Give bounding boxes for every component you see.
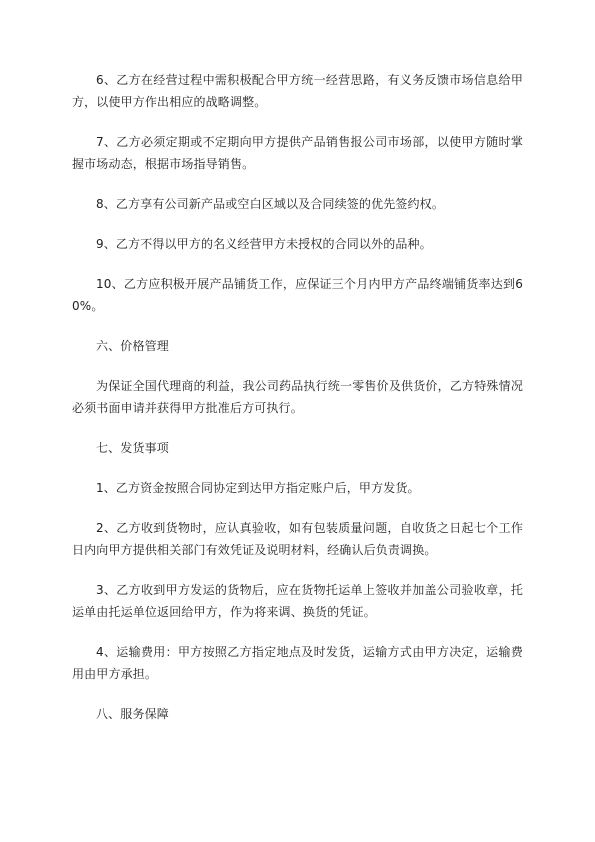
shipping-clause-3: 3、乙方收到甲方发运的货物后，应在货物托运单上签收并加盖公司验收章，托运单由托运单位返回给甲方，作为将来调、换货的凭证。: [72, 583, 523, 619]
clause-8: 8、乙方享有公司新产品或空白区域以及合同续签的优先签约权。: [96, 197, 444, 211]
section-heading-service: 八、服务保障: [96, 707, 169, 721]
section-heading-shipping: 七、发货事项: [96, 441, 169, 455]
price-management-body: 为保证全国代理商的利益，我公司药品执行统一零售价及供货价，乙方特殊情况必须书面申请并获得甲方批准后方可执行。: [72, 379, 523, 415]
shipping-clause-4: 4、运输费用：甲方按照乙方指定地点及时发货，运输方式由甲方决定，运输费用由甲方承担。: [72, 645, 523, 681]
section-heading-price-management: 六、价格管理: [96, 339, 169, 353]
shipping-clause-2: 2、乙方收到货物时，应认真验收，如有包装质量问题，自收货之日起七个工作日内向甲方提供相关部门有效凭证及说明材料，经确认后负责调换。: [72, 521, 523, 557]
clause-9: 9、乙方不得以甲方的名义经营甲方未授权的合同以外的品种。: [96, 237, 432, 251]
clause-7: 7、乙方必须定期或不定期向甲方提供产品销售报公司市场部，以使甲方随时掌握市场动态，根据市场指导销售。: [72, 135, 523, 171]
shipping-clause-1: 1、乙方资金按照合同协定到达甲方指定账户后，甲方发货。: [96, 481, 420, 495]
clause-6: 6、乙方在经营过程中需积极配合甲方统一经营思路，有义务反馈市场信息给甲方，以使甲方作出相应的战略调整。: [72, 73, 523, 109]
clause-10: 10、乙方应积极开展产品铺货工作，应保证三个月内甲方产品终端铺货率达到60%。: [72, 277, 523, 313]
